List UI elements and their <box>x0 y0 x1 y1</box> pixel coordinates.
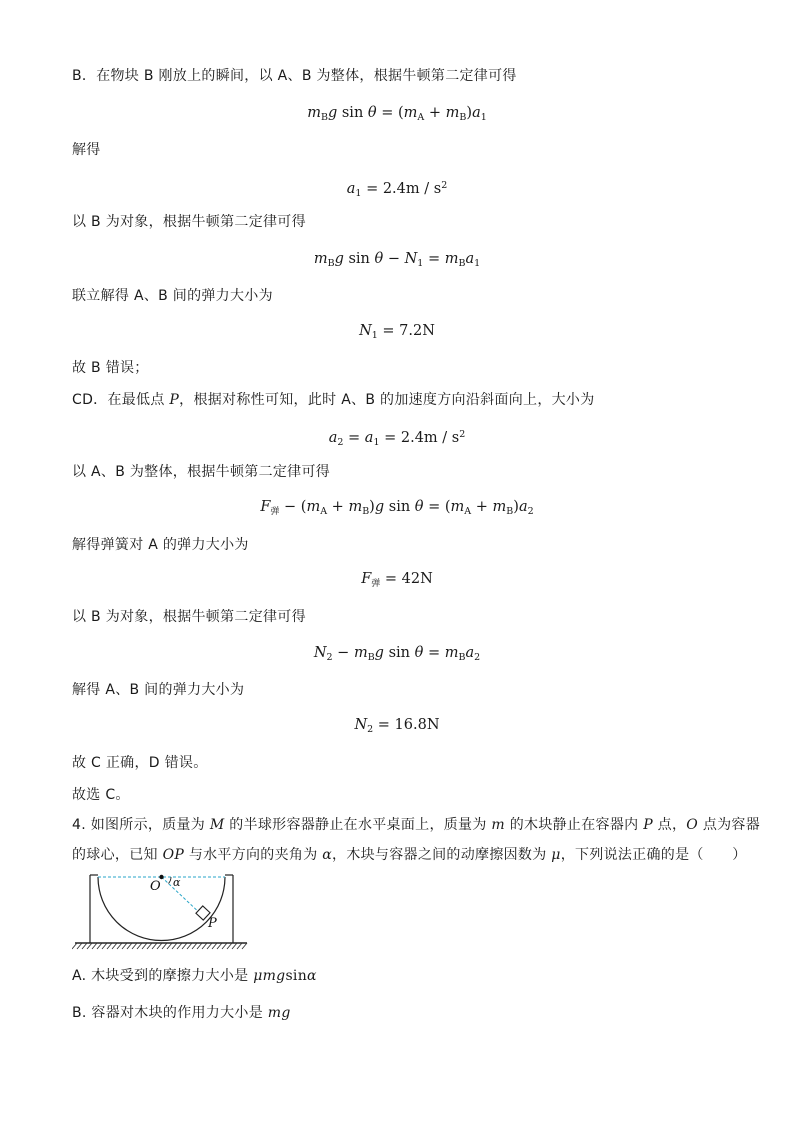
label-o: O <box>150 879 161 894</box>
text-line: 故 C 正确，D 错误。 <box>72 755 208 771</box>
hatch-stroke <box>152 943 157 949</box>
label-p: P <box>208 916 217 931</box>
text-line: 故选 C。 <box>72 787 130 803</box>
equation-a1: $a_1 = 2.4m / s^2$ <box>346 180 448 199</box>
question-4-line-1: 4. 如图所示，质量为 M 的半球形容器静止在水平桌面上，质量为 m 的木块静止在容器内 P 点，O 点为容器 <box>72 817 761 833</box>
hatch-stroke <box>82 943 87 949</box>
question-4-line-2: 的球心，已知 OP 与水平方向的夹角为 α，木块与容器之间的动摩擦因数为 μ，下列说法正确的是（ ） <box>72 847 747 863</box>
hatch-stroke <box>92 943 97 949</box>
hatch-stroke <box>162 943 167 949</box>
text-line: 以 B 为对象，根据牛顿第二定律可得 <box>72 609 306 625</box>
table-hatching <box>72 943 247 949</box>
text-line: B．在物块 B 刚放上的瞬间，以 A、B 为整体，根据牛顿第二定律可得 <box>72 68 517 84</box>
hatch-stroke <box>172 943 177 949</box>
container-walls <box>90 875 233 943</box>
text-line: 联立解得 A、B 间的弹力大小为 <box>72 288 273 304</box>
hatch-stroke <box>97 943 102 949</box>
equation-newton-whole-2: $F_弹 - (m_A + m_B)g$ $\sin \theta = (m_A + m_B)a_2$ <box>260 499 534 517</box>
hatch-stroke <box>167 943 172 949</box>
text-line: 解得弹簧对 A 的弹力大小为 <box>72 537 249 553</box>
hatch-stroke <box>147 943 152 949</box>
text-line: 故 B 错误； <box>72 360 149 376</box>
hemispherical-container-figure <box>72 868 254 952</box>
hatch-stroke <box>122 943 127 949</box>
option-b[interactable]: B. 容器对木块的作用力大小是 mg <box>72 1005 291 1021</box>
hatch-stroke <box>137 943 142 949</box>
hatch-stroke <box>207 943 212 949</box>
equation-newton-b-2: $N_2 - m_Bg$ $\sin \theta = m_Ba_2$ <box>313 645 481 663</box>
hatch-stroke <box>157 943 162 949</box>
hatch-stroke <box>232 943 237 949</box>
hatch-stroke <box>127 943 132 949</box>
equation-newton-whole-1: $m_Bg$ $\sin \theta = (m_A + m_B)a_1$ <box>307 105 487 123</box>
angle-arc <box>168 877 171 884</box>
hatch-stroke <box>107 943 112 949</box>
hatch-stroke <box>217 943 222 949</box>
hatch-stroke <box>197 943 202 949</box>
hatch-stroke <box>72 943 77 949</box>
label-alpha: α <box>173 876 181 889</box>
op-dashed-line <box>162 877 204 916</box>
hatch-stroke <box>112 943 117 949</box>
text-line: 以 A、B 为整体，根据牛顿第二定律可得 <box>72 464 331 480</box>
option-a[interactable]: A. 木块受到的摩擦力大小是 μmgsinα <box>72 968 317 984</box>
hatch-stroke <box>212 943 217 949</box>
hatch-stroke <box>222 943 227 949</box>
equation-spring-force: $F_弹 = 42N$ <box>361 571 433 589</box>
hatch-stroke <box>132 943 137 949</box>
hatch-stroke <box>187 943 192 949</box>
text-line: 解得 A、B 间的弹力大小为 <box>72 682 245 698</box>
equation-newton-b-1: $m_Bg$ $\sin \theta - N_1 = m_Ba_1$ <box>313 251 481 269</box>
hatch-stroke <box>182 943 187 949</box>
hatch-stroke <box>242 943 247 949</box>
text-line: CD．在最低点 P，根据对称性可知，此时 A、B 的加速度方向沿斜面向上，大小为 <box>72 392 595 408</box>
hatch-stroke <box>177 943 182 949</box>
text-line: 以 B 为对象，根据牛顿第二定律可得 <box>72 214 306 230</box>
hatch-stroke <box>142 943 147 949</box>
equation-n1: $N_1 = 7.2N$ <box>359 323 435 341</box>
hatch-stroke <box>227 943 232 949</box>
equation-n2: $N_2 = 16.8N$ <box>354 717 440 735</box>
hatch-stroke <box>102 943 107 949</box>
hatch-stroke <box>192 943 197 949</box>
text-line: 解得 <box>72 142 101 158</box>
hatch-stroke <box>117 943 122 949</box>
hatch-stroke <box>87 943 92 949</box>
hatch-stroke <box>202 943 207 949</box>
equation-a2: $a_2 = a_1 = 2.4m / s^2$ <box>328 429 466 448</box>
hatch-stroke <box>77 943 82 949</box>
hatch-stroke <box>237 943 242 949</box>
